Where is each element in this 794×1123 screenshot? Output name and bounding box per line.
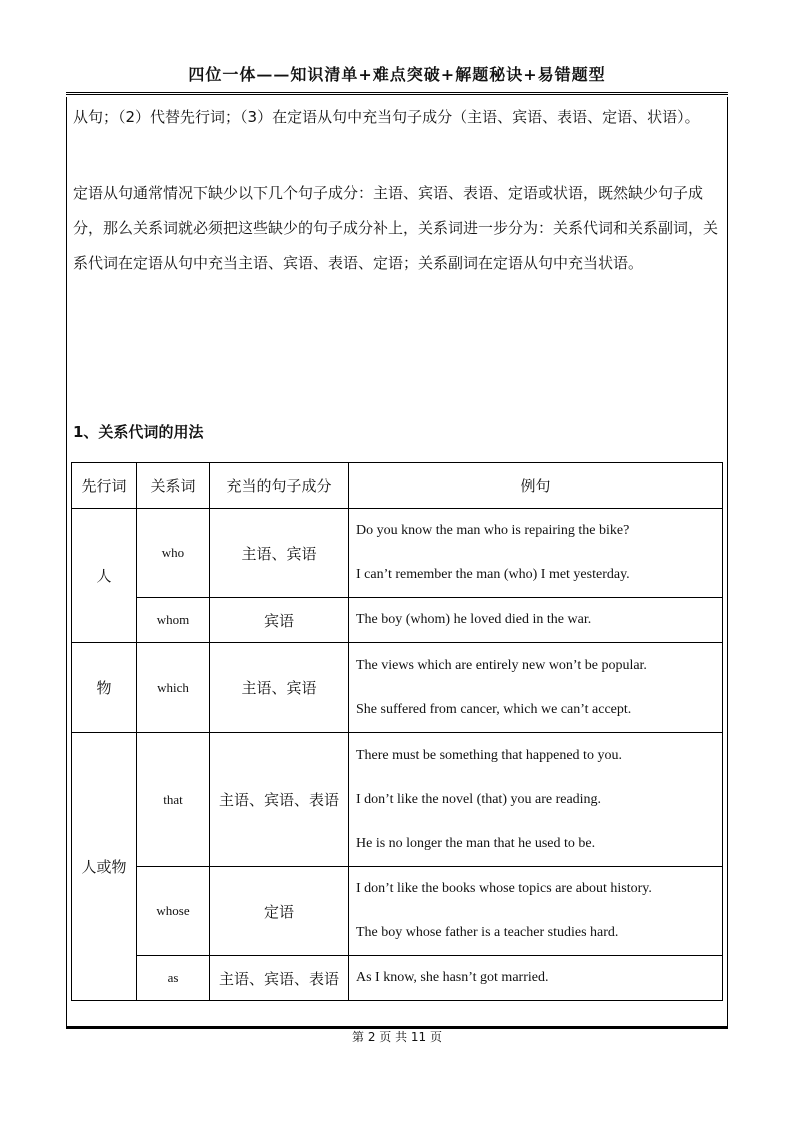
table-row (72, 509, 723, 598)
section-heading: 1、关系代词的用法 (73, 423, 204, 441)
example-sentence: I don’t like the novel (that) you are reading. (356, 791, 602, 807)
relative-word-cell: whom (137, 598, 210, 643)
examples-cell (349, 867, 723, 956)
examples-cell (349, 598, 723, 643)
relative-word-cell: which (137, 643, 210, 733)
relative-word-cell: that (137, 733, 210, 867)
page-number: 第 2 页 共 11 页 (352, 1030, 442, 1044)
table-row (72, 867, 723, 956)
example-sentence: I can’t remember the man (who) I met yesterday. (356, 567, 630, 582)
examples-cell (349, 643, 723, 733)
examples-cell (349, 956, 723, 1001)
table-header-row (72, 463, 723, 509)
example-sentence: The views which are entirely new won’t be popular. (356, 657, 647, 673)
relative-word-cell: as (137, 956, 210, 1001)
table-row (72, 956, 723, 1001)
function-cell: 主语、宾语 (210, 509, 349, 598)
header-rule (66, 92, 728, 95)
example-sentence: I don’t like the books whose topics are about history. (356, 881, 652, 896)
page-header-title: 四位一体——知识清单+难点突破+解题秘诀+易错题型 (188, 65, 606, 84)
antecedent-cell: 物 (72, 643, 137, 733)
function-cell: 宾语 (210, 598, 349, 643)
example-sentence: There must be something that happened to you. (356, 747, 622, 763)
function-cell: 主语、宾语、表语 (210, 733, 349, 867)
example-sentence: The boy whose father is a teacher studies hard. (356, 925, 619, 940)
function-cell: 定语 (210, 867, 349, 956)
antecedent-cell: 人或物 (72, 733, 137, 1001)
relative-word-cell: who (137, 509, 210, 598)
function-cell: 主语、宾语 (210, 643, 349, 733)
table-row (72, 598, 723, 643)
relative-pronoun-table (71, 462, 723, 1001)
example-sentence: She suffered from cancer, which we can’t accept. (356, 701, 632, 717)
table-row (72, 643, 723, 733)
header-relative-word: 关系词 (137, 463, 210, 509)
header-function: 充当的句子成分 (210, 463, 349, 509)
example-sentence: The boy (whom) he loved died in the war. (356, 612, 592, 627)
header-examples: 例句 (349, 463, 723, 509)
examples-cell (349, 733, 723, 867)
paragraph-relative-words: 定语从句通常情况下缺少以下几个句子成分：主语、宾语、表语、定语或状语，既然缺少句子成分，那么关系词就必须把这些缺少的句子成分补上，关系词进一步分为：关系代词和关系副词，关系代词在定语从句中充当主语、宾语、表语、定语；关系副词在定语从句中充当状语。 (73, 184, 719, 272)
paragraph-intro-continued: 从句；（2）代替先行词；（3）在定语从句中充当句子成分（主语、宾语、表语、定语、状语）。 (73, 108, 700, 126)
antecedent-cell: 人 (72, 509, 137, 643)
examples-cell (349, 509, 723, 598)
relative-word-cell: whose (137, 867, 210, 956)
header-antecedent: 先行词 (72, 463, 137, 509)
example-sentence: He is no longer the man that he used to be. (356, 835, 596, 851)
table-row (72, 733, 723, 867)
function-cell: 主语、宾语、表语 (210, 956, 349, 1001)
example-sentence: As I know, she hasn’t got married. (356, 970, 549, 985)
example-sentence: Do you know the man who is repairing the bike? (356, 523, 630, 538)
